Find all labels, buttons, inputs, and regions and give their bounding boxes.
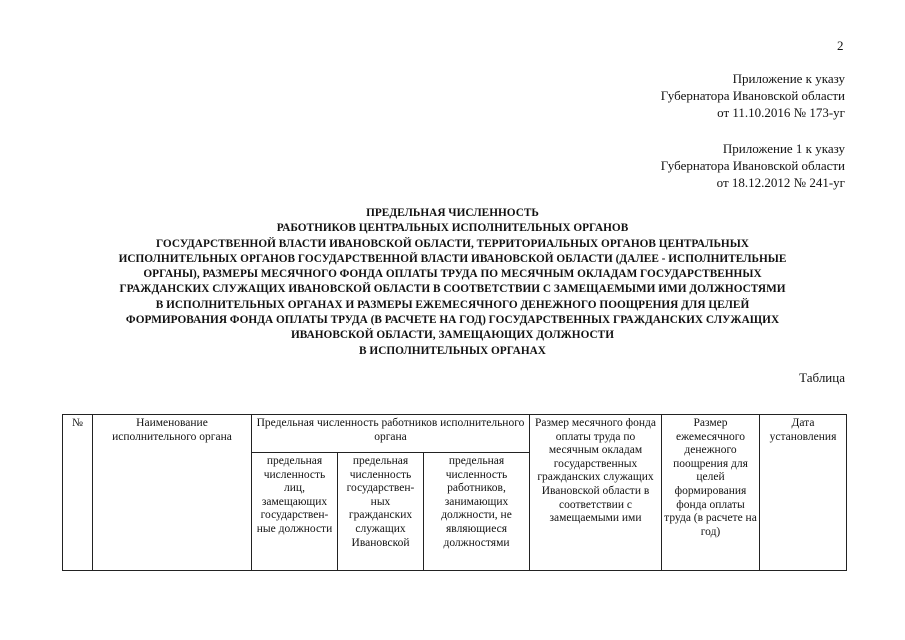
page-number: 2: [837, 38, 844, 53]
appendix-current-reference: [661, 70, 845, 121]
appendix-current-line3: от 11.10.2016 № 173-уг: [717, 105, 845, 120]
title-line: ИВАНОВСКОЙ ОБЛАСТИ, ЗАМЕЩАЮЩИХ ДОЛЖНОСТИ: [290, 329, 614, 342]
appendix-current-line2: Губернатора Ивановской области: [660, 88, 845, 103]
title-line: ГОСУДАРСТВЕННОЙ ВЛАСТИ ИВАНОВСКОЙ ОБЛАСТИ, ТЕРРИТОРИАЛЬНЫХ ОРГАНОВ ЦЕНТРАЛЬНЫХ: [156, 237, 749, 250]
header-monthly-bonus: Размер ежемесячного денежного поощрения для целей формирования фонда оплаты труда (в расчете на год): [662, 415, 760, 571]
title-line: ФОРМИРОВАНИЯ ФОНДА ОПЛАТЫ ТРУДА (В РАСЧЕТЕ НА ГОД) ГОСУДАРСТВЕННЫХ ГРАЖДАНСКИХ СЛУЖАЩИХ: [125, 314, 780, 327]
appendix-original-line3: от 18.12.2012 № 241-уг: [716, 175, 845, 190]
header-headcount-group: Предельная численность работников исполнительного органа: [252, 415, 530, 453]
title-line: ПРЕДЕЛЬНАЯ ЧИСЛЕННОСТЬ: [366, 207, 539, 219]
appendix-original-reference: [661, 140, 845, 191]
header-organ-name: Наименование исполнительного органа: [93, 415, 252, 571]
title-line: В ИСПОЛНИТЕЛЬНЫХ ОРГАНАХ: [359, 344, 546, 357]
header-headcount-state-positions: предельная численность лиц, замещающих государствен-ные должности: [252, 453, 338, 571]
appendix-current-line1: Приложение к указу: [732, 71, 845, 86]
table-label: Таблица: [799, 370, 845, 385]
appendix-original-line2: Губернатора Ивановской области: [660, 158, 845, 173]
title-line: ГРАЖДАНСКИХ СЛУЖАЩИХ ИВАНОВСКОЙ ОБЛАСТИ В СООТВЕТСТВИИ С ЗАМЕЩАЕМЫМИ ИМИ ДОЛЖНОСТЯМИ: [119, 283, 786, 296]
header-headcount-civil-servants: предельная численность государствен-ных гражданских служащих Ивановской: [338, 453, 424, 571]
title-line: ИСПОЛНИТЕЛЬНЫХ ОРГАНОВ ГОСУДАРСТВЕННОЙ ВЛАСТИ ИВАНОВСКОЙ ОБЛАСТИ (ДАЛЕЕ - ИСПОЛНИТЕЛЬНЫЕ: [118, 252, 787, 265]
header-establishment-date: Дата установления: [760, 415, 847, 571]
document-title: [60, 206, 845, 359]
title-line: ОРГАНЫ), РАЗМЕРЫ МЕСЯЧНОГО ФОНДА ОПЛАТЫ ТРУДА ПО МЕСЯЧНЫМ ОКЛАДАМ ГОСУДАРСТВЕННЫХ: [143, 268, 762, 281]
appendix-original-line1: Приложение 1 к указу: [722, 141, 845, 156]
header-number: №: [63, 415, 93, 571]
title-line: РАБОТНИКОВ ЦЕНТРАЛЬНЫХ ИСПОЛНИТЕЛЬНЫХ ОРГАНОВ: [276, 222, 629, 235]
headcount-table: [62, 414, 847, 571]
title-line: В ИСПОЛНИТЕЛЬНЫХ ОРГАНАХ И РАЗМЕРЫ ЕЖЕМЕСЯЧНОГО ДЕНЕЖНОГО ПООЩРЕНИЯ ДЛЯ ЦЕЛЕЙ: [155, 298, 750, 311]
header-monthly-fund: Размер месячного фонда оплаты труда по месячным окладам государственных гражданских служащих Ивановской области в соответствии с замещаемыми ими: [530, 415, 662, 571]
header-headcount-other-employees: предельная численность работников, занимающих должности, не являющиеся должностями: [424, 453, 530, 571]
